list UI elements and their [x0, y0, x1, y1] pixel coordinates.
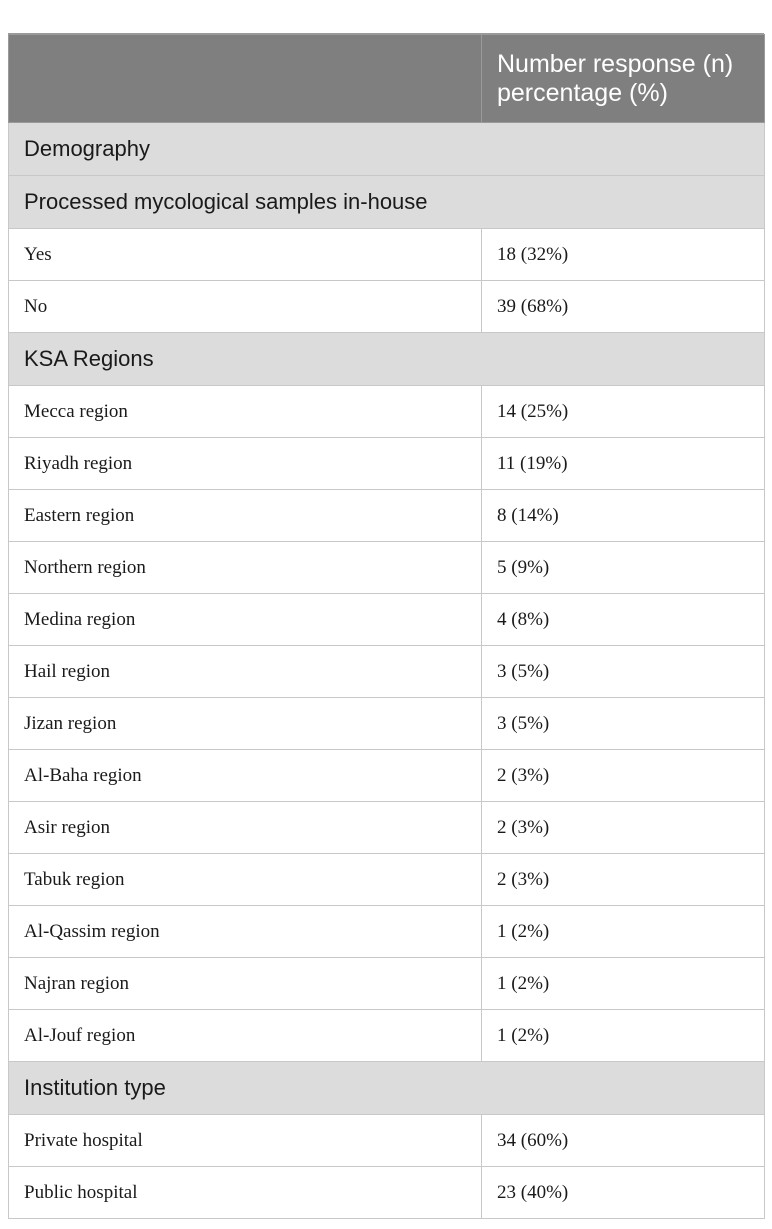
- row-value: 1 (2%): [482, 1010, 765, 1062]
- table-body: [9, 123, 765, 1219]
- section-title: Processed mycological samples in-house: [9, 176, 765, 229]
- row-label: Tabuk region: [9, 854, 482, 906]
- row-label: Public hospital: [9, 1167, 482, 1219]
- section-row: [9, 1062, 765, 1115]
- row-value: 1 (2%): [482, 958, 765, 1010]
- row-label: Medina region: [9, 594, 482, 646]
- table-row: [9, 1167, 765, 1219]
- table-row: [9, 1010, 765, 1062]
- section-title: Institution type: [9, 1062, 765, 1115]
- section-title: KSA Regions: [9, 333, 765, 386]
- row-label: No: [9, 281, 482, 333]
- row-value: 23 (40%): [482, 1167, 765, 1219]
- table-row: [9, 646, 765, 698]
- header-cell-response: Number response (n) percentage (%): [482, 35, 765, 123]
- row-value: 5 (9%): [482, 542, 765, 594]
- table-row: [9, 854, 765, 906]
- row-value: 2 (3%): [482, 750, 765, 802]
- row-value: 3 (5%): [482, 698, 765, 750]
- table-row: [9, 802, 765, 854]
- row-label: Eastern region: [9, 490, 482, 542]
- table-row: [9, 750, 765, 802]
- row-value: 1 (2%): [482, 906, 765, 958]
- row-label: Hail region: [9, 646, 482, 698]
- row-label: Al-Qassim region: [9, 906, 482, 958]
- section-row: [9, 123, 765, 176]
- table-row: [9, 906, 765, 958]
- row-label: Yes: [9, 229, 482, 281]
- table-row: [9, 542, 765, 594]
- row-label: Asir region: [9, 802, 482, 854]
- table-row: [9, 698, 765, 750]
- header-cell-empty: [9, 35, 482, 123]
- row-value: 18 (32%): [482, 229, 765, 281]
- row-label: Northern region: [9, 542, 482, 594]
- row-value: 4 (8%): [482, 594, 765, 646]
- survey-table-container: [8, 34, 764, 1219]
- section-row: [9, 176, 765, 229]
- row-label: Al-Baha region: [9, 750, 482, 802]
- table-row: [9, 438, 765, 490]
- row-value: 34 (60%): [482, 1115, 765, 1167]
- row-label: Al-Jouf region: [9, 1010, 482, 1062]
- table-row: [9, 594, 765, 646]
- table-row: [9, 1115, 765, 1167]
- row-value: 11 (19%): [482, 438, 765, 490]
- section-title: Demography: [9, 123, 765, 176]
- row-label: Private hospital: [9, 1115, 482, 1167]
- row-value: 14 (25%): [482, 386, 765, 438]
- table-row: [9, 281, 765, 333]
- row-label: Najran region: [9, 958, 482, 1010]
- section-row: [9, 333, 765, 386]
- row-value: 39 (68%): [482, 281, 765, 333]
- demography-table: [8, 34, 765, 1219]
- row-label: Jizan region: [9, 698, 482, 750]
- row-label: Riyadh region: [9, 438, 482, 490]
- row-value: 8 (14%): [482, 490, 765, 542]
- table-header-row: [9, 35, 765, 123]
- row-value: 2 (3%): [482, 802, 765, 854]
- row-value: 3 (5%): [482, 646, 765, 698]
- table-row: [9, 490, 765, 542]
- row-label: Mecca region: [9, 386, 482, 438]
- table-row: [9, 229, 765, 281]
- table-row: [9, 958, 765, 1010]
- row-value: 2 (3%): [482, 854, 765, 906]
- table-row: [9, 386, 765, 438]
